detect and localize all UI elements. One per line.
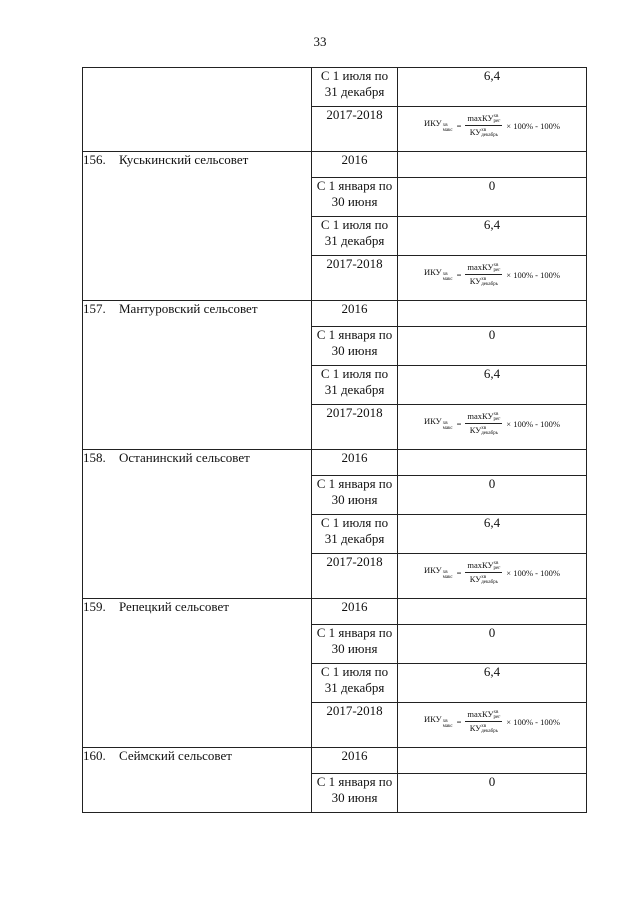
index-formula: [398, 554, 586, 591]
index-value: 6,4: [483, 515, 501, 530]
index-value: 6,4: [483, 366, 501, 381]
index-formula: [398, 107, 586, 144]
num-sub: рег: [493, 119, 501, 125]
index-value-cell: [398, 68, 587, 107]
table-body: [83, 68, 587, 813]
formula-lhs-sup: хв: [442, 123, 448, 129]
den-main: КУ: [469, 425, 482, 436]
formula-denominator: [468, 573, 500, 585]
index-value-cell: [398, 217, 587, 256]
formula-lhs-sub: макс: [442, 575, 453, 581]
period-label: С 1 января по 30 июня: [316, 327, 393, 358]
period-label: С 1 января по 30 июня: [316, 178, 393, 209]
formula-lhs-sub: макс: [442, 426, 453, 432]
period-label: 2017-2018: [326, 107, 383, 122]
settlement-name-cell: [83, 450, 312, 599]
index-value-cell: [398, 664, 587, 703]
formula-tail: × 100% - 100%: [506, 418, 560, 429]
period-cell: [312, 152, 398, 178]
settlement-name-cell: [83, 152, 312, 301]
den-sup: хв: [481, 277, 487, 283]
formula-lhs: [424, 416, 453, 431]
num-sup: хв: [493, 710, 499, 716]
formula-lhs-sup: хв: [442, 570, 448, 576]
formula-denominator: [468, 126, 500, 138]
formula-lhs-sub: макс: [442, 724, 453, 730]
index-value: 0: [488, 625, 496, 640]
index-value: 6,4: [483, 664, 501, 679]
row-number: 158.: [83, 450, 106, 465]
period-cell: [312, 327, 398, 366]
formula-lhs-sup: хв: [442, 719, 448, 725]
den-sup: хв: [481, 575, 487, 581]
formula-lhs: [424, 267, 453, 282]
page-number: 33: [313, 34, 327, 49]
formula-tail: × 100% - 100%: [506, 567, 560, 578]
den-main: КУ: [469, 723, 482, 734]
period-cell: [312, 301, 398, 327]
index-value-cell: [398, 515, 587, 554]
formula-lhs-main: ИКУ: [424, 416, 442, 427]
period-cell: [312, 256, 398, 301]
formula-fraction: [465, 560, 502, 585]
index-value: 0: [488, 476, 496, 491]
period-cell: [312, 515, 398, 554]
formula-lhs: [424, 565, 453, 580]
index-value-cell: [398, 450, 587, 476]
den-sub: декабрь: [481, 580, 498, 586]
den-sup: хв: [481, 724, 487, 730]
index-value: 0: [488, 774, 496, 789]
period-label: С 1 июля по 31 декабря: [320, 664, 389, 695]
formula-lhs-sup: хв: [442, 272, 448, 278]
formula-lhs-main: ИКУ: [424, 267, 442, 278]
num-sub: рег: [493, 566, 501, 572]
index-value-cell: [398, 774, 587, 813]
formula-cell: [398, 405, 587, 450]
period-cell: [312, 703, 398, 748]
index-value: 6,4: [483, 217, 501, 232]
index-value-cell: [398, 748, 587, 774]
period-label: 2016: [341, 301, 368, 316]
settlement-name: Мантуровский сельсовет: [119, 301, 258, 316]
formula-lhs-main: ИКУ: [424, 565, 442, 576]
period-label: 2016: [341, 599, 368, 614]
index-value-cell: [398, 625, 587, 664]
den-sub: декабрь: [481, 729, 498, 735]
period-label: С 1 июля по 31 декабря: [320, 217, 389, 248]
formula-numerator: [465, 709, 502, 722]
period-cell: [312, 599, 398, 625]
period-cell: [312, 107, 398, 152]
settlement-name: Куськинский сельсовет: [119, 152, 249, 167]
formula-equals: =: [456, 120, 462, 131]
period-cell: [312, 554, 398, 599]
den-sub: декабрь: [481, 282, 498, 288]
period-label: С 1 января по 30 июня: [316, 476, 393, 507]
index-value-cell: [398, 178, 587, 217]
index-formula: [398, 405, 586, 442]
index-value: 0: [488, 327, 496, 342]
table-row: [83, 748, 587, 774]
formula-equals: =: [456, 418, 462, 429]
den-sub: декабрь: [481, 133, 498, 139]
index-value-cell: [398, 327, 587, 366]
formula-numerator: [465, 262, 502, 275]
row-number: 157.: [83, 301, 106, 316]
settlement-name: Останинский сельсовет: [119, 450, 250, 465]
period-cell: [312, 476, 398, 515]
formula-equals: =: [456, 716, 462, 727]
index-value-cell: [398, 301, 587, 327]
period-cell: [312, 68, 398, 107]
index-value-cell: [398, 599, 587, 625]
period-label: 2017-2018: [326, 256, 383, 271]
formula-cell: [398, 107, 587, 152]
formula-fraction: [465, 113, 502, 138]
settlement-name-cell: [83, 301, 312, 450]
table-row: [83, 68, 587, 107]
settlement-name: Репецкий сельсовет: [119, 599, 229, 614]
num-main: maxКУ: [467, 709, 494, 719]
tariff-table: [82, 67, 587, 813]
row-number: 159.: [83, 599, 106, 614]
index-value: 0: [488, 178, 496, 193]
den-sup: хв: [481, 426, 487, 432]
index-value-cell: [398, 476, 587, 515]
den-main: КУ: [469, 127, 482, 138]
table-row: [83, 450, 587, 476]
formula-lhs-sub: макс: [442, 128, 453, 134]
num-sup: хв: [493, 412, 499, 418]
period-label: С 1 июля по 31 декабря: [320, 515, 389, 546]
period-label: 2016: [341, 748, 368, 763]
period-label: 2017-2018: [326, 554, 383, 569]
period-cell: [312, 366, 398, 405]
period-label: 2016: [341, 152, 368, 167]
formula-lhs: [424, 118, 453, 133]
den-sup: хв: [481, 128, 487, 134]
period-cell: [312, 405, 398, 450]
period-label: С 1 января по 30 июня: [316, 625, 393, 656]
formula-equals: =: [456, 567, 462, 578]
formula-denominator: [468, 722, 500, 734]
formula-fraction: [465, 411, 502, 436]
row-number: 160.: [83, 748, 106, 763]
num-main: maxКУ: [467, 411, 494, 421]
period-cell: [312, 217, 398, 256]
formula-fraction: [465, 262, 502, 287]
formula-denominator: [468, 424, 500, 436]
period-cell: [312, 748, 398, 774]
period-label: С 1 июля по 31 декабря: [320, 68, 389, 99]
num-main: maxКУ: [467, 560, 494, 570]
formula-fraction: [465, 709, 502, 734]
period-cell: [312, 774, 398, 813]
num-sup: хв: [493, 114, 499, 120]
formula-tail: × 100% - 100%: [506, 269, 560, 280]
num-main: maxКУ: [467, 262, 494, 272]
period-label: 2017-2018: [326, 703, 383, 718]
formula-lhs-main: ИКУ: [424, 118, 442, 129]
formula-lhs: [424, 714, 453, 729]
index-formula: [398, 703, 586, 740]
den-main: КУ: [469, 574, 482, 585]
period-cell: [312, 625, 398, 664]
table-row: [83, 599, 587, 625]
formula-lhs-sup: хв: [442, 421, 448, 427]
num-sup: хв: [493, 263, 499, 269]
period-label: 2017-2018: [326, 405, 383, 420]
formula-equals: =: [456, 269, 462, 280]
formula-lhs-sub: макс: [442, 277, 453, 283]
period-label: 2016: [341, 450, 368, 465]
formula-cell: [398, 703, 587, 748]
num-sub: рег: [493, 268, 501, 274]
settlement-name-cell: [83, 599, 312, 748]
formula-lhs-main: ИКУ: [424, 714, 442, 725]
formula-denominator: [468, 275, 500, 287]
index-value-cell: [398, 366, 587, 405]
num-main: maxКУ: [467, 113, 494, 123]
formula-tail: × 100% - 100%: [506, 120, 560, 131]
settlement-name: Сеймский сельсовет: [119, 748, 232, 763]
period-cell: [312, 178, 398, 217]
settlement-name-cell: [83, 748, 312, 813]
num-sup: хв: [493, 561, 499, 567]
num-sub: рег: [493, 715, 501, 721]
index-value: 6,4: [483, 68, 501, 83]
index-formula: [398, 256, 586, 293]
settlement-name-cell: [83, 68, 312, 152]
formula-numerator: [465, 560, 502, 573]
period-cell: [312, 664, 398, 703]
den-sub: декабрь: [481, 431, 498, 437]
formula-numerator: [465, 411, 502, 424]
index-value-cell: [398, 152, 587, 178]
period-label: С 1 января по 30 июня: [316, 774, 393, 805]
formula-cell: [398, 554, 587, 599]
num-sub: рег: [493, 417, 501, 423]
formula-numerator: [465, 113, 502, 126]
table-row: [83, 301, 587, 327]
row-number: 156.: [83, 152, 106, 167]
den-main: КУ: [469, 276, 482, 287]
formula-tail: × 100% - 100%: [506, 716, 560, 727]
period-label: С 1 июля по 31 декабря: [320, 366, 389, 397]
formula-cell: [398, 256, 587, 301]
table-row: [83, 152, 587, 178]
period-cell: [312, 450, 398, 476]
